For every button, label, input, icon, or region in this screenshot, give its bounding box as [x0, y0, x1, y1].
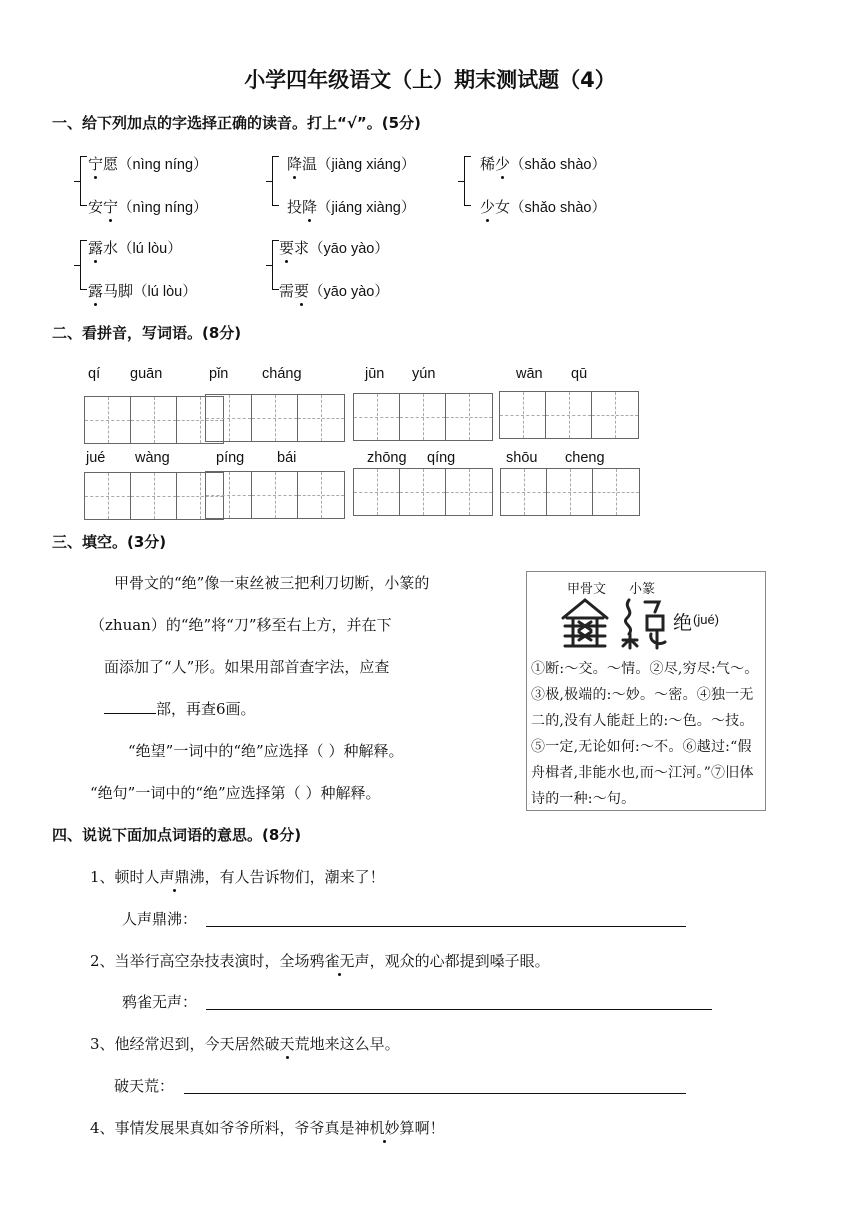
oracle-bone-glyph — [555, 596, 615, 652]
answer-label: 人声鼎沸： — [122, 910, 198, 928]
writing-grid[interactable] — [353, 468, 493, 516]
pinyin-label: wān — [516, 366, 543, 382]
word-suffix: 女 — [495, 198, 511, 216]
answer-line[interactable] — [206, 1009, 712, 1010]
sentence-prefix: 3、他经常迟到，今天居然 — [90, 1035, 265, 1053]
reading-item — [88, 280, 197, 301]
word-prefix: 需 — [279, 282, 295, 300]
dotted-char: 降 — [302, 198, 318, 216]
passage-line: “绝望”一词中的“绝”应选择（ ）种解释。 — [128, 742, 404, 760]
dotted-phrase: 鸦雀无声 — [309, 952, 370, 970]
pinyin-options[interactable]: （lú lòu） — [133, 284, 197, 300]
writing-grid[interactable] — [205, 471, 345, 519]
sentence-prefix: 2、当举行高空杂技表演时，全场 — [90, 952, 310, 970]
writing-grid[interactable] — [500, 468, 640, 516]
radical-blank[interactable] — [104, 713, 156, 714]
dotted-phrase: 破天荒 — [264, 1035, 310, 1053]
section-1-heading: 一、给下列加点的字选择正确的读音。打上“√”。(5分) — [52, 114, 421, 132]
dotted-char: 宁 — [103, 198, 119, 216]
seal-label: 小篆 — [629, 582, 656, 597]
dotted-phrase: 人声鼎沸 — [144, 868, 205, 886]
answer-label: 鸦雀无声： — [122, 993, 198, 1011]
dictionary-definitions: ①断:～交。～情。②尽,穷尽:气～。③极,极端的:～妙。～密。④独一无二的,没有人能赶上的:～色。～技。⑤一定,无论如何:～不。⑥越过:“假舟楫者,非能水也,而～江河。”⑦旧体诗的一种:～句。 — [531, 661, 759, 807]
sentence-prefix: 1、顿时 — [90, 868, 145, 886]
pinyin-label: jūn — [365, 366, 385, 382]
pinyin-label: shōu — [506, 450, 538, 466]
passage-line: “绝句”一词中的“绝”应选择第（ ）种解释。 — [90, 784, 381, 802]
reading-item — [279, 237, 389, 258]
dictionary-box — [526, 571, 766, 811]
reading-item — [88, 237, 182, 258]
reading-item — [88, 153, 208, 174]
word-prefix: 稀 — [480, 155, 496, 173]
word-prefix: 安 — [88, 198, 104, 216]
reading-item — [279, 280, 389, 301]
brace — [272, 156, 282, 206]
word-suffix: 温 — [302, 155, 318, 173]
oracle-label: 甲骨文 — [567, 582, 607, 597]
question-sentence — [90, 1117, 445, 1138]
passage-line: 面添加了“人”形。如果用部首查字法，应查 — [104, 658, 390, 676]
section-3-heading: 三、填空。(3分) — [52, 533, 167, 551]
reading-item — [287, 196, 415, 217]
answer-line[interactable] — [184, 1093, 686, 1094]
writing-grid[interactable] — [205, 394, 345, 442]
passage-line: （zhuan）的“绝”将“刀”移至右上方，并在下 — [90, 616, 392, 634]
passage-text: 部，再查6画。 — [156, 700, 256, 718]
pinyin-label: wàng — [135, 450, 170, 466]
section-4-heading: 四、说说下面加点词语的意思。(8分) — [52, 826, 302, 844]
pinyin-options[interactable]: （jiàng xiáng） — [317, 157, 416, 173]
pinyin-options[interactable]: （nìng níng） — [118, 157, 208, 173]
dotted-char: 少 — [480, 198, 496, 216]
writing-grid[interactable] — [499, 391, 639, 439]
reading-item — [480, 153, 606, 174]
passage-line: 甲骨文的“绝”像一束丝被三把利刀切断，小篆的 — [114, 574, 430, 592]
writing-grid[interactable] — [84, 472, 224, 520]
dotted-phrase: 神机妙算 — [354, 1119, 415, 1137]
reading-item — [88, 196, 208, 217]
writing-grid[interactable] — [84, 396, 224, 444]
section-2-heading: 二、看拼音，写词语。(8分) — [52, 324, 242, 342]
pinyin-options[interactable]: （shǎo shào） — [510, 157, 606, 173]
dotted-char: 露 — [88, 239, 104, 257]
question-sentence — [90, 1033, 400, 1054]
dictionary-char-pinyin: (jué) — [693, 612, 720, 627]
pinyin-label: guān — [130, 366, 163, 382]
pinyin-label: jué — [86, 450, 106, 466]
pinyin-label: qí — [88, 366, 101, 382]
pinyin-label: yún — [412, 366, 436, 382]
page-title: 小学四年级语文（上）期末测试题（4） — [244, 68, 616, 92]
sentence-suffix: ，有人告诉物们，潮来了！ — [204, 868, 385, 886]
word-suffix: 水 — [103, 239, 119, 257]
dictionary-char: 绝 — [673, 612, 693, 634]
reading-item — [480, 196, 606, 217]
pinyin-label: píng — [216, 450, 245, 466]
pinyin-label: qíng — [427, 450, 456, 466]
pinyin-label: pǐn — [209, 366, 229, 382]
pinyin-label: cheng — [565, 450, 605, 466]
pinyin-label: qū — [571, 366, 588, 382]
word-prefix: 投 — [287, 198, 303, 216]
dotted-char: 露 — [88, 282, 104, 300]
question-sentence — [90, 866, 385, 887]
pinyin-options[interactable]: （jiáng xiàng） — [317, 200, 416, 216]
word-suffix: 马脚 — [103, 282, 134, 300]
pinyin-label: cháng — [262, 366, 302, 382]
dotted-char: 降 — [287, 155, 303, 173]
pinyin-label: zhōng — [367, 450, 407, 466]
pinyin-options[interactable]: （yāo yào） — [309, 241, 389, 257]
seal-script-glyph — [619, 596, 671, 652]
brace — [464, 156, 474, 206]
dotted-char: 要 — [294, 282, 310, 300]
dotted-char: 宁 — [88, 155, 104, 173]
dotted-char: 少 — [495, 155, 511, 173]
sentence-prefix: 4、事情发展果真如爷爷所料，爷爷真是 — [90, 1119, 355, 1137]
passage-line — [104, 698, 256, 719]
pinyin-label: bái — [277, 450, 297, 466]
sentence-suffix: 啊！ — [414, 1119, 445, 1137]
word-suffix: 求 — [294, 239, 310, 257]
writing-grid[interactable] — [353, 393, 493, 441]
dotted-char: 要 — [279, 239, 295, 257]
pinyin-options[interactable]: （shǎo shào） — [510, 200, 606, 216]
pinyin-options[interactable]: （nìng níng） — [118, 200, 208, 216]
sentence-suffix: 地来这么早。 — [309, 1035, 400, 1053]
reading-item — [287, 153, 415, 174]
question-sentence — [90, 950, 550, 971]
pinyin-options[interactable]: （yāo yào） — [309, 284, 389, 300]
answer-label: 破天荒： — [114, 1077, 175, 1095]
answer-line[interactable] — [206, 926, 686, 927]
pinyin-options[interactable]: （lú lòu） — [118, 241, 182, 257]
word-suffix: 愿 — [103, 155, 119, 173]
sentence-suffix: ，观众的心都提到嗓子眼。 — [369, 952, 550, 970]
